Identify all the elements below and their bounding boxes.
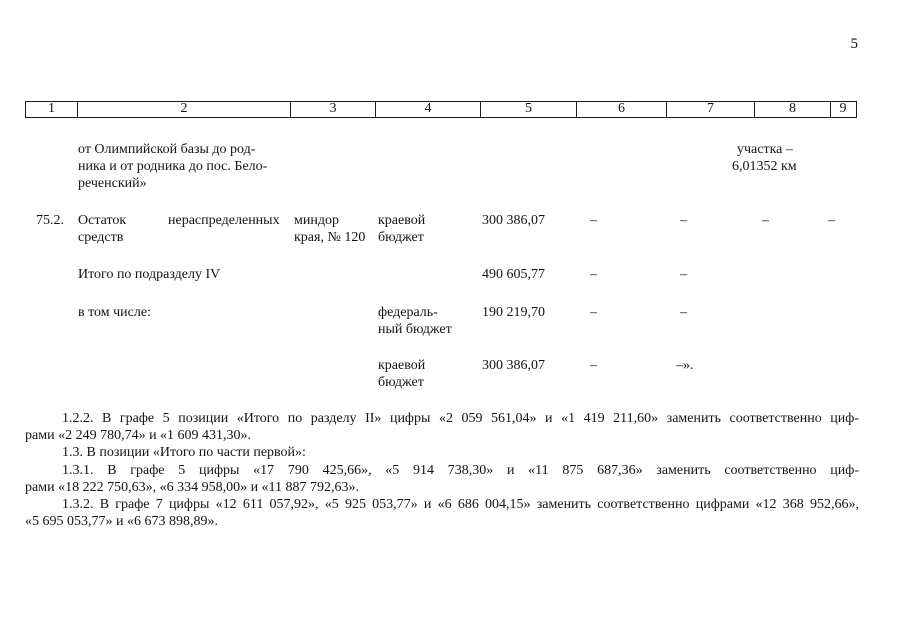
paragraph-line: 1.3.1. В графе 5 цифры «17 790 425,66», «5 914 738,30» и «11 875 687,36» заменить соответственно циф-: [62, 463, 859, 478]
column-header-5: 5: [481, 102, 577, 117]
column-header-8: 8: [755, 102, 831, 117]
paragraph-1-2-2: [25, 410, 859, 444]
paragraph-1-3-1: [25, 462, 859, 496]
col4-line: ный бюджет: [378, 322, 452, 337]
col4-line: бюджет: [378, 230, 424, 245]
row-label: в том числе:: [78, 305, 151, 320]
col4-line: федераль-: [378, 305, 438, 320]
col6-value: –: [590, 305, 597, 320]
col3-line: края, № 120: [294, 230, 366, 245]
row-name-word: Остаток: [78, 213, 127, 228]
col7-value: –».: [676, 358, 694, 373]
col4-line: бюджет: [378, 375, 424, 390]
col4-line: краевой: [378, 358, 426, 373]
paragraph-line: 1.3.2. В графе 7 цифры «12 611 057,92», «5 925 053,77» и «6 686 004,15» заменить соответственно цифрами «12 368 952,66»,: [62, 497, 859, 512]
column-header-row: [25, 101, 857, 118]
col8-value: –: [762, 213, 769, 228]
column-header-4: 4: [376, 102, 481, 117]
col3-line: миндор: [294, 213, 339, 228]
col8-line: участка –: [737, 142, 793, 157]
paragraph-1-3: [25, 444, 859, 461]
row-label: Итого по подразделу IV: [78, 267, 221, 282]
row-name-line: реченский»: [78, 176, 147, 191]
col7-value: –: [680, 267, 687, 282]
row-name-line: средств: [78, 230, 124, 245]
col4-line: краевой: [378, 213, 426, 228]
column-header-3: 3: [291, 102, 376, 117]
row-name-word: нераспределенных: [168, 213, 280, 228]
column-header-9: 9: [839, 101, 847, 116]
column-header-1: 1: [26, 102, 78, 117]
col5-value: 190 219,70: [482, 305, 545, 320]
paragraph-line: рами «2 249 780,74» и «1 609 431,30».: [25, 428, 252, 443]
row-name-line: ника и от родника до пос. Бело-: [78, 159, 268, 174]
col6-value: –: [590, 358, 597, 373]
paragraph-1-3-2: [25, 496, 859, 530]
col6-value: –: [590, 213, 597, 228]
row-number: 75.2.: [36, 213, 64, 228]
column-header-2: 2: [78, 102, 291, 117]
paragraph-line: «5 695 053,77» и «6 673 898,89».: [25, 514, 218, 529]
paragraph-line: 1.2.2. В графе 5 позиции «Итого по разделу II» цифры «2 059 561,04» и «1 419 211,60» заменить соответственно циф-: [62, 411, 859, 426]
col8-line: 6,01352 км: [732, 159, 797, 174]
column-header-6: 6: [577, 102, 667, 117]
col7-value: –: [680, 305, 687, 320]
col5-value: 490 605,77: [482, 267, 545, 282]
paragraph-line: рами «18 222 750,63», «6 334 958,00» и «11 887 792,63».: [25, 480, 360, 495]
row-name-line: от Олимпийской базы до род-: [78, 142, 256, 157]
col9-value: –: [828, 213, 835, 228]
col6-value: –: [590, 267, 597, 282]
column-header-7: 7: [667, 102, 755, 117]
col7-value: –: [680, 213, 687, 228]
col5-value: 300 386,07: [482, 213, 545, 228]
col5-value: 300 386,07: [482, 358, 545, 373]
page-number: 5: [850, 36, 858, 52]
paragraph-line: 1.3. В позиции «Итого по части первой»:: [62, 445, 306, 460]
